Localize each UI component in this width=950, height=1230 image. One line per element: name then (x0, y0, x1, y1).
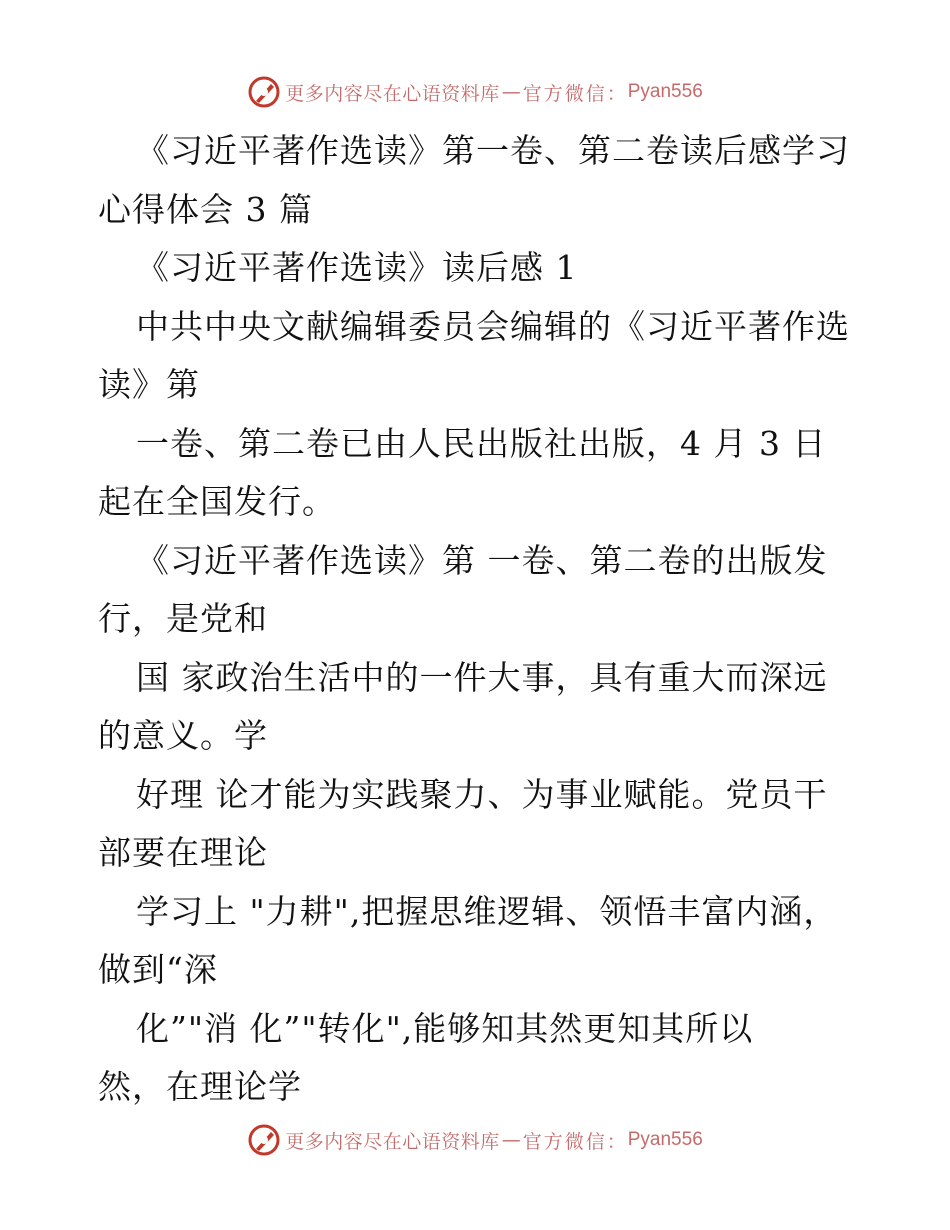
section-heading: 《习近平著作选读》读后感 1 (136, 248, 578, 287)
doc-title-line-2: 心得体会 3 篇 (98, 189, 313, 229)
wechat-account: Pyan556 (627, 1129, 703, 1150)
body-line: 《习近平著作选读》第 一卷、第二卷的出版发 (136, 540, 828, 580)
body-line: 好理 论才能为实践聚力、为事业赋能。党员干 (136, 774, 828, 814)
body-line: 的意义。学 (98, 716, 268, 755)
body-line: 部要在理论 (98, 833, 268, 872)
logo-pen-icon (247, 1123, 281, 1157)
banner-dash: — (501, 1129, 521, 1151)
body-line: 做到“深 (98, 950, 218, 989)
body-line: 中共中央文献编辑委员会编辑的《习近平著作选 (136, 306, 850, 346)
header-banner (0, 72, 950, 112)
doc-title-line-1: 《习近平著作选读》第一卷、第二卷读后感学习 (136, 131, 850, 170)
footer-banner (0, 1120, 950, 1160)
body-line: 读》第 (98, 365, 200, 404)
wechat-account: Pyan556 (627, 81, 703, 102)
site-text: 更多内容尽在心语资料库 (285, 1130, 500, 1153)
site-text: 更多内容尽在心语资料库 (285, 82, 500, 105)
logo-pen-icon (247, 75, 281, 109)
document-body (98, 122, 858, 1117)
body-line: 行，是党和 (98, 599, 268, 638)
body-line: 一卷、第二卷已由人民出版社出版，4 月 3 日 (136, 423, 827, 463)
banner-dash: — (501, 81, 521, 103)
body-line: 起在全国发行。 (98, 482, 336, 521)
body-line: 然，在理论学 (98, 1067, 302, 1106)
wechat-label: 官方微信： (522, 1130, 628, 1153)
body-line: 学习上 "力耕",把握思维逻辑、领悟丰富内涵， (136, 891, 838, 931)
body-line: 化”"消 化”"转化",能够知其然更知其所以 (136, 1008, 754, 1048)
body-line: 国 家政治生活中的一件大事，具有重大而深远 (136, 657, 828, 697)
wechat-label: 官方微信： (522, 82, 628, 105)
